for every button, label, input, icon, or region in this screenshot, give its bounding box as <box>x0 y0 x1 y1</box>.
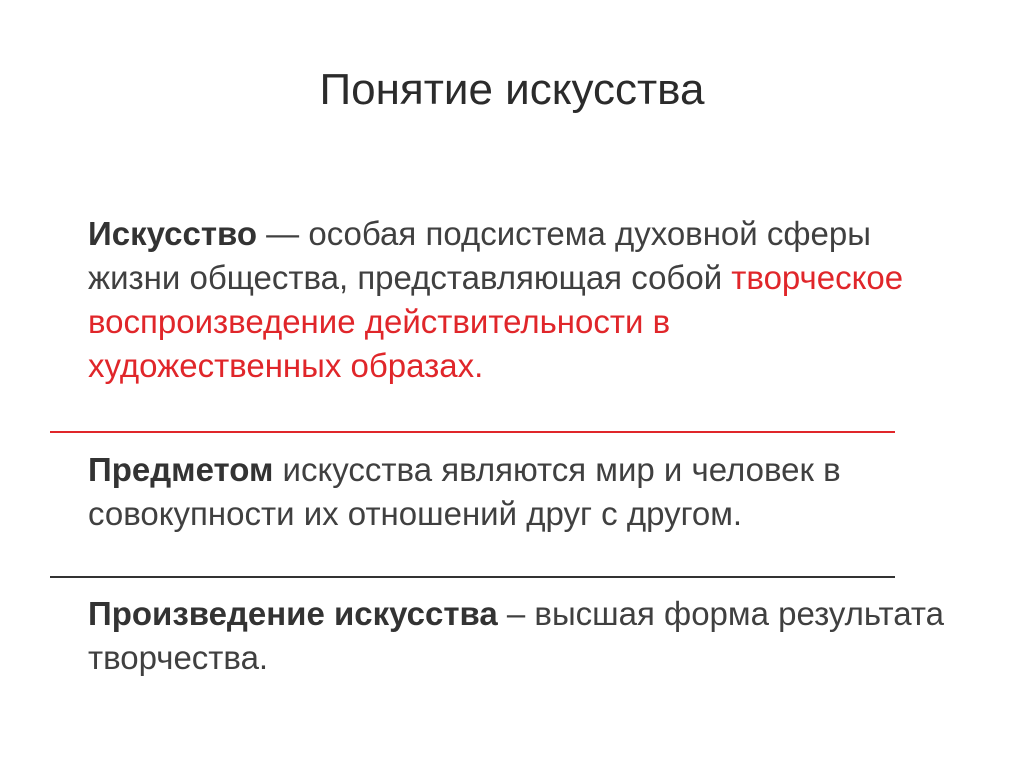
definition-text: — особая подсистема духовной сферы жизни общества, представляющая собой <box>88 215 871 296</box>
dark-divider <box>50 576 895 578</box>
work-text: – высшая форма результата творчества. <box>88 595 944 676</box>
slide-title: Понятие искусства <box>319 65 705 114</box>
red-divider <box>50 431 895 433</box>
subject-text: искусства являются мир и человек в совокупности их отношений друг с другом. <box>88 451 841 532</box>
definition-highlight: творческое воспроизведение действительности в художественных образах. <box>88 259 904 384</box>
definition-paragraph <box>88 212 928 388</box>
definition-term: Искусство <box>88 215 257 252</box>
work-paragraph <box>88 592 968 680</box>
subject-paragraph <box>88 448 968 536</box>
work-term: Произведение искусства <box>88 595 498 632</box>
subject-term: Предметом <box>88 451 274 488</box>
